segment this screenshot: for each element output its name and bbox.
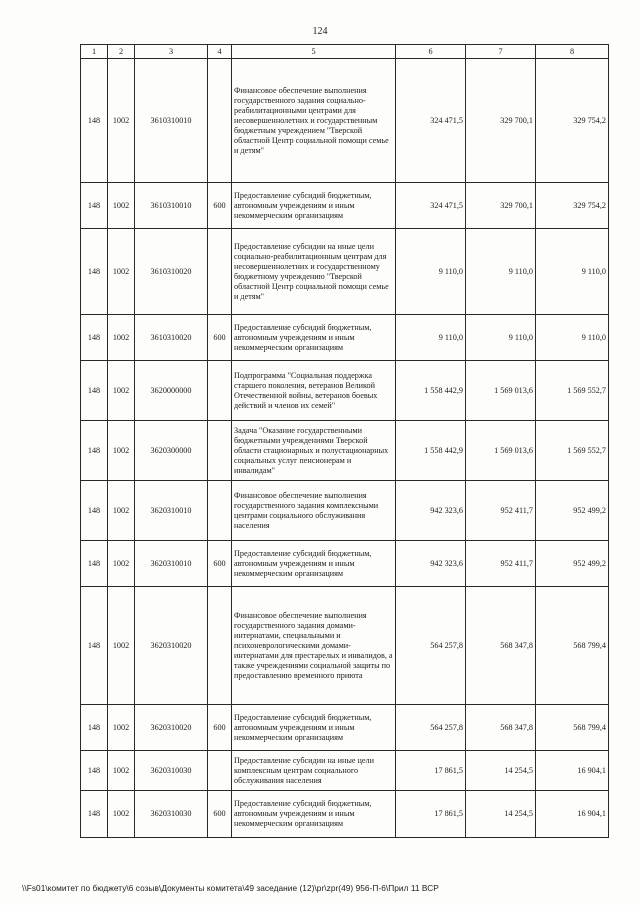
cell-col-2: 1002 — [108, 315, 135, 361]
column-header-7: 7 — [466, 45, 536, 59]
cell-col-8: 1 569 552,7 — [536, 361, 609, 421]
cell-col-2: 1002 — [108, 791, 135, 838]
cell-col-1: 148 — [81, 587, 108, 705]
cell-col-1: 148 — [81, 421, 108, 481]
cell-col-7: 1 569 013,6 — [466, 361, 536, 421]
cell-col-1: 148 — [81, 481, 108, 541]
cell-col-4 — [208, 229, 232, 315]
cell-col-8: 16 904,1 — [536, 751, 609, 791]
cell-col-2: 1002 — [108, 481, 135, 541]
cell-col-8: 952 499,2 — [536, 541, 609, 587]
cell-col-1: 148 — [81, 229, 108, 315]
table-row — [81, 421, 609, 481]
cell-col-3: 3620310010 — [135, 541, 208, 587]
column-header-6: 6 — [396, 45, 466, 59]
cell-col-6: 9 110,0 — [396, 229, 466, 315]
cell-col-6: 17 861,5 — [396, 791, 466, 838]
cell-col-5: Предоставление субсидии на иные цели социально-реабилитационным центрам для несовершеннолетних и государственному бюджетному учреждению "Тверской областной Центр социальной помощи семье и детям" — [232, 229, 396, 315]
cell-col-4 — [208, 481, 232, 541]
cell-col-6: 1 558 442,9 — [396, 421, 466, 481]
cell-col-8: 329 754,2 — [536, 183, 609, 229]
cell-col-6: 17 861,5 — [396, 751, 466, 791]
cell-col-6: 9 110,0 — [396, 315, 466, 361]
cell-col-3: 3610310020 — [135, 229, 208, 315]
table-row — [81, 361, 609, 421]
cell-col-5: Предоставление субсидий бюджетным, автономным учреждениям и иным некоммерческим организациям — [232, 791, 396, 838]
cell-col-7: 329 700,1 — [466, 59, 536, 183]
cell-col-6: 324 471,5 — [396, 183, 466, 229]
cell-col-2: 1002 — [108, 705, 135, 751]
cell-col-6: 942 323,6 — [396, 541, 466, 587]
cell-col-8: 16 904,1 — [536, 791, 609, 838]
cell-col-3: 3610310010 — [135, 183, 208, 229]
cell-col-5: Финансовое обеспечение выполнения государственного задания домами-интернатами, специальными и психоневрологическими домами-интернатами для престарелых и инвалидов, а также учреждениями социальной защиты по предоставлению временного приюта — [232, 587, 396, 705]
table-row — [81, 541, 609, 587]
cell-col-4: 600 — [208, 315, 232, 361]
cell-col-2: 1002 — [108, 541, 135, 587]
cell-col-1: 148 — [81, 183, 108, 229]
cell-col-3: 3620310030 — [135, 751, 208, 791]
budget-table — [80, 44, 609, 838]
cell-col-5: Подпрограмма "Социальная поддержка старшего поколения, ветеранов Великой Отечественной войны, ветеранов боевых действий и членов их семей" — [232, 361, 396, 421]
cell-col-4 — [208, 751, 232, 791]
cell-col-4: 600 — [208, 791, 232, 838]
cell-col-4: 600 — [208, 705, 232, 751]
column-header-3: 3 — [135, 45, 208, 59]
cell-col-2: 1002 — [108, 229, 135, 315]
cell-col-3: 3610310020 — [135, 315, 208, 361]
cell-col-2: 1002 — [108, 361, 135, 421]
cell-col-2: 1002 — [108, 587, 135, 705]
cell-col-2: 1002 — [108, 421, 135, 481]
cell-col-5: Предоставление субсидий бюджетным, автономным учреждениям и иным некоммерческим организациям — [232, 541, 396, 587]
cell-col-3: 3620310020 — [135, 705, 208, 751]
cell-col-8: 9 110,0 — [536, 315, 609, 361]
cell-col-5: Задача "Оказание государственными бюджетными учреждениями Тверской области стационарных и полустационарных социальных услуг пенсионерам и инвалидам" — [232, 421, 396, 481]
table-row — [81, 481, 609, 541]
cell-col-7: 952 411,7 — [466, 541, 536, 587]
page-number: 124 — [312, 26, 328, 37]
cell-col-6: 564 257,8 — [396, 705, 466, 751]
cell-col-5: Предоставление субсидий бюджетным, автономным учреждениям и иным некоммерческим организациям — [232, 315, 396, 361]
cell-col-7: 329 700,1 — [466, 183, 536, 229]
cell-col-8: 568 799,4 — [536, 705, 609, 751]
cell-col-1: 148 — [81, 59, 108, 183]
cell-col-3: 3620310020 — [135, 587, 208, 705]
cell-col-8: 1 569 552,7 — [536, 421, 609, 481]
column-header-8: 8 — [536, 45, 609, 59]
table-row — [81, 705, 609, 751]
cell-col-4 — [208, 361, 232, 421]
cell-col-5: Финансовое обеспечение выполнения государственного задания комплексными центрами социального обслуживания населения — [232, 481, 396, 541]
cell-col-4: 600 — [208, 183, 232, 229]
cell-col-7: 952 411,7 — [466, 481, 536, 541]
column-header-1: 1 — [81, 45, 108, 59]
cell-col-1: 148 — [81, 315, 108, 361]
header-row — [81, 45, 609, 59]
cell-col-3: 3610310010 — [135, 59, 208, 183]
cell-col-5: Предоставление субсидии на иные цели комплексным центрам социального обслуживания населения — [232, 751, 396, 791]
cell-col-7: 14 254,5 — [466, 751, 536, 791]
cell-col-8: 952 499,2 — [536, 481, 609, 541]
cell-col-1: 148 — [81, 361, 108, 421]
table-row — [81, 315, 609, 361]
cell-col-5: Предоставление субсидий бюджетным, автономным учреждениям и иным некоммерческим организациям — [232, 183, 396, 229]
cell-col-6: 1 558 442,9 — [396, 361, 466, 421]
column-header-5: 5 — [232, 45, 396, 59]
cell-col-8: 329 754,2 — [536, 59, 609, 183]
cell-col-2: 1002 — [108, 751, 135, 791]
column-header-2: 2 — [108, 45, 135, 59]
table-row — [81, 59, 609, 183]
cell-col-1: 148 — [81, 751, 108, 791]
cell-col-4 — [208, 59, 232, 183]
cell-col-5: Финансовое обеспечение выполнения государственного задания социально-реабилитационными центрами для несовершеннолетних и государственным бюджетным учреждением "Тверской областной Центр социальной помощи семье и детям" — [232, 59, 396, 183]
table-row — [81, 183, 609, 229]
cell-col-7: 1 569 013,6 — [466, 421, 536, 481]
cell-col-8: 568 799,4 — [536, 587, 609, 705]
cell-col-7: 9 110,0 — [466, 229, 536, 315]
cell-col-3: 3620310030 — [135, 791, 208, 838]
cell-col-2: 1002 — [108, 183, 135, 229]
table-row — [81, 229, 609, 315]
cell-col-5: Предоставление субсидий бюджетным, автономным учреждениям и иным некоммерческим организациям — [232, 705, 396, 751]
table-row — [81, 751, 609, 791]
table-row — [81, 791, 609, 838]
cell-col-7: 9 110,0 — [466, 315, 536, 361]
cell-col-1: 148 — [81, 541, 108, 587]
column-header-4: 4 — [208, 45, 232, 59]
table-row — [81, 587, 609, 705]
table-body — [81, 59, 609, 838]
cell-col-1: 148 — [81, 705, 108, 751]
cell-col-6: 324 471,5 — [396, 59, 466, 183]
cell-col-7: 568 347,8 — [466, 587, 536, 705]
cell-col-3: 3620000000 — [135, 361, 208, 421]
cell-col-4 — [208, 587, 232, 705]
cell-col-4: 600 — [208, 541, 232, 587]
cell-col-1: 148 — [81, 791, 108, 838]
cell-col-3: 3620310010 — [135, 481, 208, 541]
cell-col-6: 942 323,6 — [396, 481, 466, 541]
cell-col-6: 564 257,8 — [396, 587, 466, 705]
cell-col-7: 14 254,5 — [466, 791, 536, 838]
cell-col-4 — [208, 421, 232, 481]
cell-col-2: 1002 — [108, 59, 135, 183]
cell-col-3: 3620300000 — [135, 421, 208, 481]
cell-col-8: 9 110,0 — [536, 229, 609, 315]
file-path-footer: \\Fs01\комитет по бюджету\6 созыв\Документы комитета\49 заседание (12)\pr\zpr(49) 956-П-6\Прил 11 ВСР — [22, 883, 439, 893]
cell-col-7: 568 347,8 — [466, 705, 536, 751]
